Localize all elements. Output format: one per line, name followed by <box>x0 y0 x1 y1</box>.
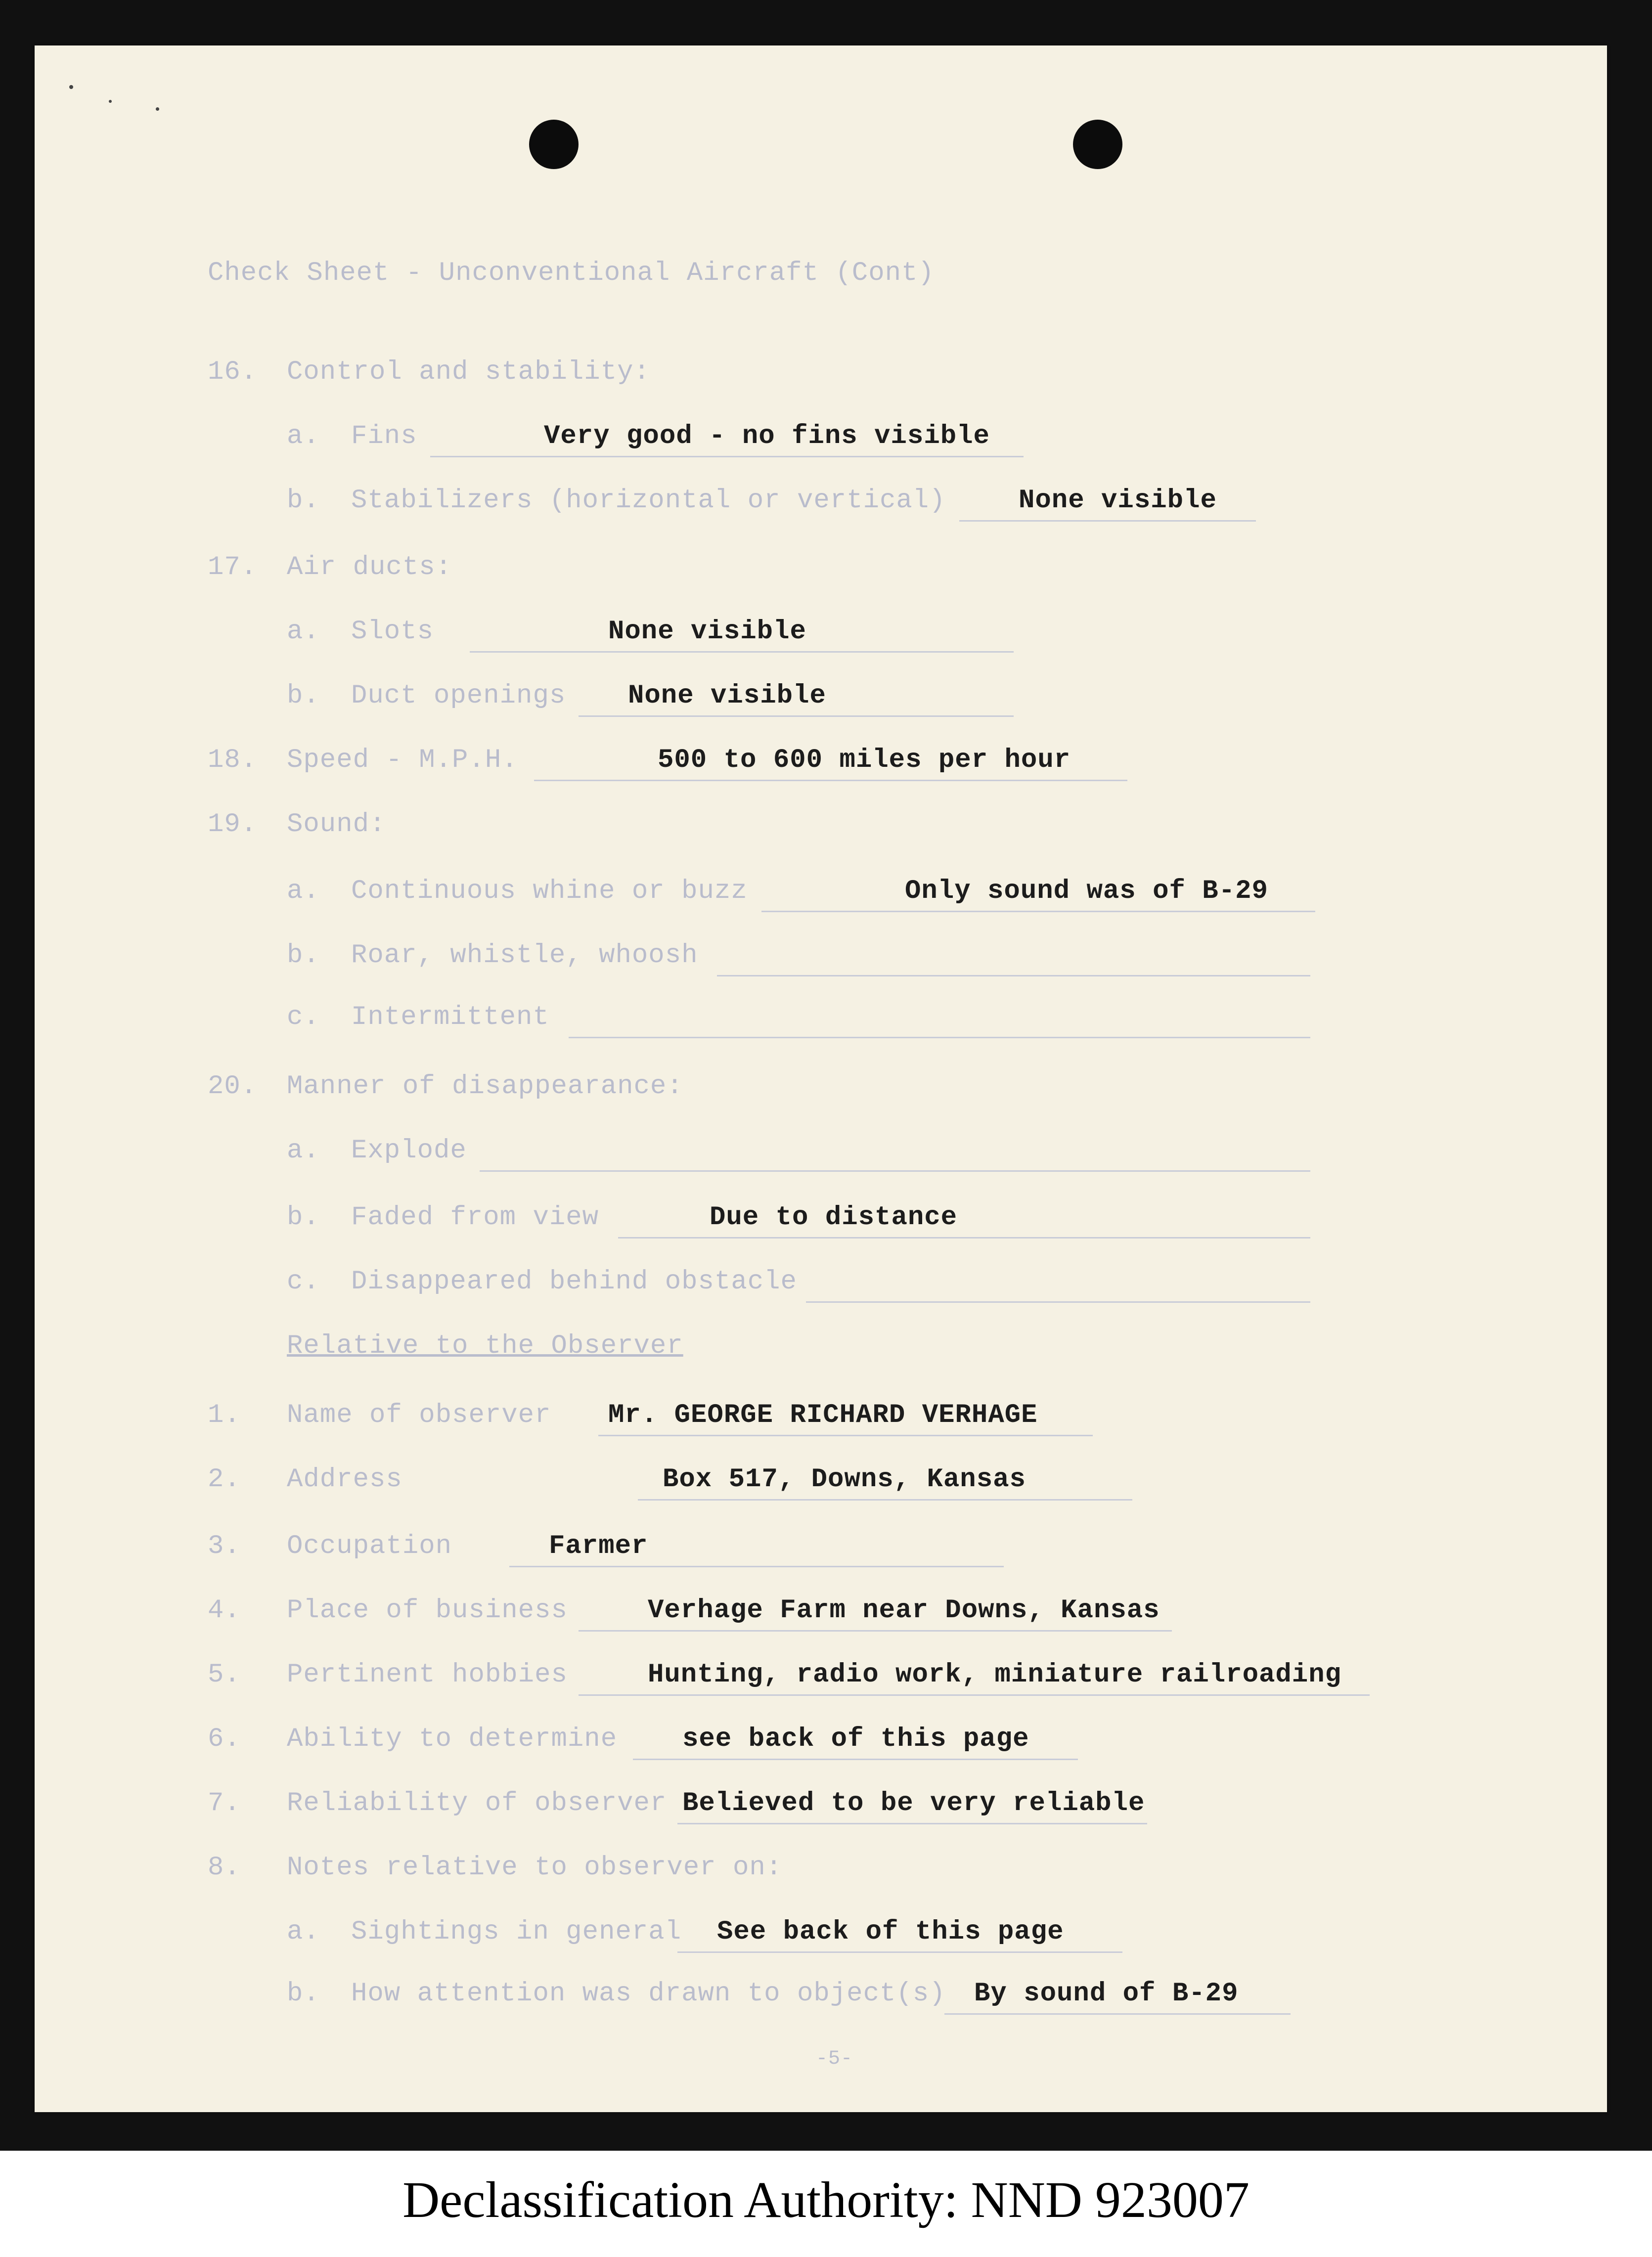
punch-hole-left <box>529 120 579 169</box>
item-number: 3. <box>208 1531 241 1561</box>
item-label: Reliability of observer <box>287 1788 667 1818</box>
scan-speck <box>69 85 73 89</box>
item-label: Occupation <box>287 1531 452 1561</box>
answer-line <box>633 1759 1078 1760</box>
answer-attention: By sound of B-29 <box>974 1979 1239 2009</box>
item-sub: c. <box>287 1002 320 1032</box>
item-label: How attention was drawn to object(s) <box>351 1979 946 2009</box>
item-sub: b. <box>287 681 320 711</box>
item-label: Disappeared behind obstacle <box>351 1267 797 1297</box>
answer-occupation: Farmer <box>549 1531 648 1561</box>
item-sub: a. <box>287 421 320 451</box>
item-label: Ability to determine <box>287 1724 618 1754</box>
answer-continuous-whine: Only sound was of B-29 <box>905 876 1268 906</box>
item-label: Speed - M.P.H. <box>287 745 518 775</box>
item-number: 20. <box>208 1071 258 1102</box>
item-number: 5. <box>208 1660 241 1690</box>
sheet-header: Check Sheet - Unconventional Aircraft (Cont) <box>208 258 935 288</box>
item-sub: b. <box>287 1979 320 2009</box>
item-label: Duct openings <box>351 681 566 711</box>
item-number: 8. <box>208 1853 241 1883</box>
item-number: 19. <box>208 809 258 840</box>
item-label: Address <box>287 1464 402 1495</box>
answer-reliability: Believed to be very reliable <box>682 1788 1145 1818</box>
item-number: 1. <box>208 1400 241 1430</box>
scan-speck <box>109 100 112 103</box>
item-sub: b. <box>287 940 320 971</box>
answer-line <box>579 715 1014 717</box>
answer-line <box>579 1630 1172 1632</box>
answer-line <box>959 520 1256 522</box>
item-number: 17. <box>208 552 258 582</box>
answer-hobbies: Hunting, radio work, miniature railroading <box>648 1660 1342 1690</box>
item-number: 18. <box>208 745 258 775</box>
answer-line <box>638 1499 1132 1501</box>
answer-slots: None visible <box>608 617 806 647</box>
item-label: Continuous whine or buzz <box>351 876 748 906</box>
item-sub: a. <box>287 1917 320 1947</box>
item-label: Roar, whistle, whoosh <box>351 940 698 971</box>
item-number: 4. <box>208 1595 241 1626</box>
punch-hole-right <box>1073 120 1122 169</box>
answer-line <box>806 1301 1310 1303</box>
item-number: 16. <box>208 357 258 387</box>
answer-line <box>717 975 1310 976</box>
item-sub: c. <box>287 1267 320 1297</box>
item-sub: a. <box>287 617 320 647</box>
declassification-footer: Declassification Authority: NND 923007 <box>402 2171 1250 2228</box>
item-label: Stabilizers (horizontal or vertical) <box>351 486 946 516</box>
item-number: 2. <box>208 1464 241 1495</box>
answer-line <box>598 1435 1093 1436</box>
item-label: Notes relative to observer on: <box>287 1853 783 1883</box>
answer-duct-openings: None visible <box>628 681 826 711</box>
answer-sightings: See back of this page <box>717 1917 1064 1947</box>
answer-observer-name: Mr. GEORGE RICHARD VERHAGE <box>608 1400 1038 1430</box>
answer-faded: Due to distance <box>710 1202 958 1233</box>
item-label: Intermittent <box>351 1002 549 1032</box>
answer-line <box>677 1951 1122 1953</box>
scan-speck <box>156 107 159 111</box>
answer-line <box>579 1694 1370 1696</box>
answer-line <box>480 1170 1310 1172</box>
item-label: Faded from view <box>351 1202 599 1233</box>
answer-line <box>569 1037 1310 1038</box>
item-sub: a. <box>287 1136 320 1166</box>
item-label: Air ducts: <box>287 552 452 582</box>
answer-line <box>618 1237 1310 1239</box>
item-label: Sightings in general <box>351 1917 682 1947</box>
page-number: -5- <box>816 2048 853 2070</box>
item-label: Manner of disappearance: <box>287 1071 683 1102</box>
item-sub: b. <box>287 486 320 516</box>
item-label: Place of business <box>287 1595 568 1626</box>
answer-ability: see back of this page <box>682 1724 1029 1754</box>
answer-stabilizers: None visible <box>1019 486 1217 516</box>
answer-line <box>430 456 1024 457</box>
answer-address: Box 517, Downs, Kansas <box>663 1464 1026 1495</box>
item-label: Explode <box>351 1136 467 1166</box>
answer-line <box>677 1823 1147 1824</box>
answer-line <box>470 651 1014 653</box>
item-label: Slots <box>351 617 434 647</box>
answer-speed: 500 to 600 miles per hour <box>658 745 1071 775</box>
item-sub: a. <box>287 876 320 906</box>
item-label: Fins <box>351 421 417 451</box>
answer-line <box>761 911 1315 912</box>
item-number: 7. <box>208 1788 241 1818</box>
item-label: Control and stability: <box>287 357 650 387</box>
item-sub: b. <box>287 1202 320 1233</box>
item-label: Pertinent hobbies <box>287 1660 568 1690</box>
answer-line <box>944 2013 1291 2015</box>
answer-line <box>509 1566 1004 1567</box>
document-page <box>35 45 1607 2112</box>
answer-place-of-business: Verhage Farm near Downs, Kansas <box>648 1595 1160 1626</box>
item-label: Name of observer <box>287 1400 551 1430</box>
section-title: Relative to the Observer <box>287 1331 683 1361</box>
answer-fins: Very good - no fins visible <box>544 421 990 451</box>
item-number: 6. <box>208 1724 241 1754</box>
answer-line <box>534 780 1127 781</box>
item-label: Sound: <box>287 809 386 840</box>
